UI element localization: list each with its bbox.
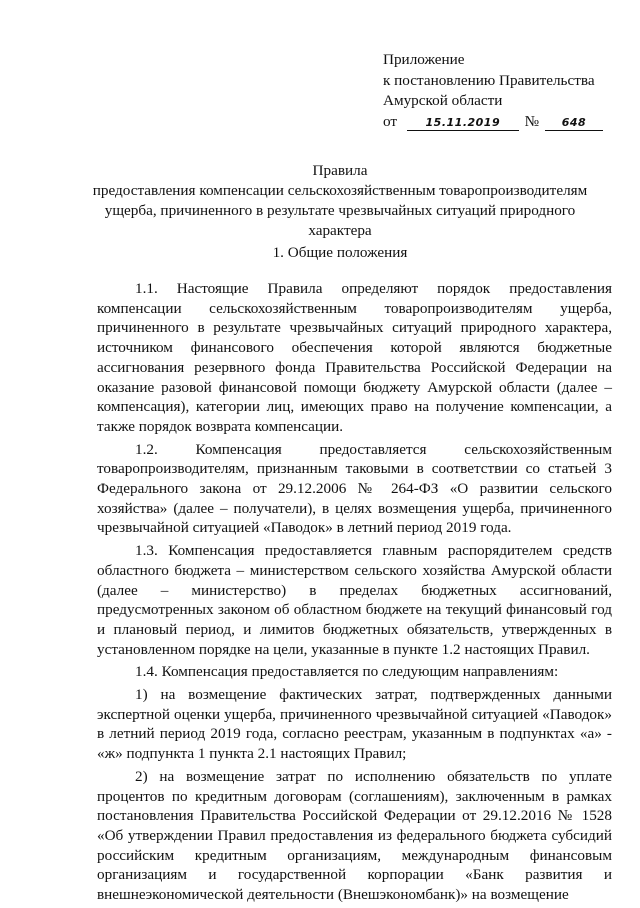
from-label: от — [383, 112, 398, 130]
paragraph-1-1: 1.1. Настоящие Правила определяют порядок предоставления компенсации сельскохозяйственным товаропроизводителям ущерба, причиненного в результате чрезвычайных ситуаций природного характера, источником финансового обеспечения которой являются бюджетные ассигнования резервного фонда Правительства Российской Федерации на оказание разовой финансовой помощи бюджету Амурской области (далее – компенсация), категории лиц, имеющих право на получение компенсации, а также порядок возврата компенсации. — [97, 280, 612, 435]
document-body — [97, 279, 612, 908]
appendix-date-line — [383, 112, 623, 133]
appendix-line-3: Амурской области — [383, 92, 503, 109]
handwritten-number: 648 — [545, 116, 603, 131]
paragraph-1-4: 1.4. Компенсация предоставляется по следующим направлениям: — [135, 663, 559, 681]
document-subtitle: предоставления компенсации сельскохозяйственным товаропроизводителям ущерба, причиненного в результате чрезвычайных ситуаций природного характера — [92, 182, 588, 239]
paragraph-1-2: 1.2. Компенсация предоставляется сельскохозяйственным товаропроизводителям, признанным таковыми в соответствии со статьей 3 Федерального закона от 29.12.2006 № 264-ФЗ «О развитии сельского хозяйства» (далее – получатели), в целях возмещения ущерба, причиненного чрезвычайной ситуацией «Паводок» в летний период 2019 года. — [97, 440, 612, 537]
paragraph-1-4-item-2: 2) на возмещение затрат по исполнению обязательств по уплате процентов по кредитным договорам (соглашениям), заключенным в рамках постановления Правительства Российской Федерации от 29.12.2016 № 1528 «Об утверждении Правил предоставления из федерального бюджета субсидий российским кредитным организациям, международным финансовым организациям и государственной корпорации «Банк развития и внешнеэкономической деятельности (Внешэкономбанк)» на возмещение — [97, 767, 612, 904]
document-title: Правила — [312, 162, 368, 179]
appendix-line-1: Приложение — [383, 51, 465, 68]
number-label: № — [524, 112, 540, 130]
section-heading: 1. Общие положения — [272, 244, 408, 261]
appendix-header — [383, 50, 623, 132]
paragraph-1-3: 1.3. Компенсация предоставляется главным распорядителем средств областного бюджета – министерством сельского хозяйства Амурской области (далее – министерство) в пределах бюджетных ассигнований, предусмотренных законом об областном бюджете на текущий финансовый год и плановый период, и лимитов бюджетных обязательств, утвержденных в установленном порядке на цели, указанные в пункте 1.2 настоящих Правил. — [97, 542, 612, 658]
appendix-line-2: к постановлению Правительства — [383, 71, 595, 89]
handwritten-date: 15.11.2019 — [407, 116, 519, 131]
paragraph-1-4-item-1: 1) на возмещение фактических затрат, подтвержденных данными экспертной оценки ущерба, причиненного чрезвычайной ситуацией «Паводок» в летний период 2019 года, согласно реестрам, указанным в подпунктах «а» - «ж» подпункта 1 пункта 2.1 настоящих Правил; — [97, 686, 612, 763]
